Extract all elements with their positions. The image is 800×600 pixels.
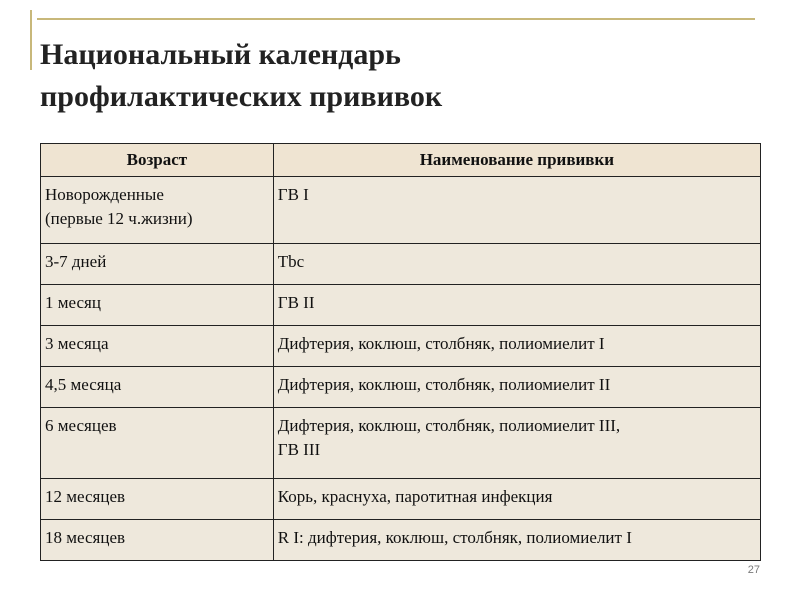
vaccine-cell-line-1: Дифтерия, коклюш, столбняк, полиомиелит III,	[277, 416, 621, 435]
age-cell-line-1: Новорожденные	[45, 185, 164, 204]
vaccine-cell	[273, 408, 760, 479]
vaccine-cell: Tbc	[273, 244, 760, 285]
vaccine-cell-line-2: ГВ III	[277, 440, 321, 459]
top-rule	[37, 18, 755, 20]
vaccine-cell: ГВ II	[273, 285, 760, 326]
vaccine-cell: Дифтерия, коклюш, столбняк, полиомиелит I	[273, 326, 760, 367]
age-cell: 1 месяц	[41, 285, 274, 326]
age-cell: 3 месяца	[41, 326, 274, 367]
table-row	[41, 326, 761, 367]
left-rule	[30, 10, 32, 70]
table-row	[41, 367, 761, 408]
slide-title	[40, 34, 442, 118]
age-cell-line-2: (первые 12 ч.жизни)	[45, 209, 193, 228]
vaccination-schedule-table	[40, 143, 761, 561]
age-cell: 12 месяцев	[41, 479, 274, 520]
age-cell: 3-7 дней	[41, 244, 274, 285]
age-cell: 4,5 месяца	[41, 367, 274, 408]
page-number: 27	[747, 564, 760, 576]
vaccine-cell: R I: дифтерия, коклюш, столбняк, полиомиелит I	[273, 520, 760, 561]
age-cell: 6 месяцев	[41, 408, 274, 479]
vaccine-cell: ГВ I	[273, 177, 760, 244]
table-row	[41, 408, 761, 479]
table-row	[41, 244, 761, 285]
table-row	[41, 177, 761, 244]
table-row	[41, 285, 761, 326]
slide-title-line-2: профилактических прививок	[40, 80, 443, 113]
vaccine-cell: Дифтерия, коклюш, столбняк, полиомиелит II	[273, 367, 760, 408]
vaccine-cell: Корь, краснуха, паротитная инфекция	[273, 479, 760, 520]
age-cell: 18 месяцев	[41, 520, 274, 561]
header-age: Возраст	[41, 144, 274, 177]
header-vaccine: Наименование прививки	[273, 144, 760, 177]
table-row	[41, 520, 761, 561]
age-cell	[41, 177, 274, 244]
table-header-row	[41, 144, 761, 177]
slide-title-line-1: Национальный календарь	[40, 38, 401, 71]
table-row	[41, 479, 761, 520]
